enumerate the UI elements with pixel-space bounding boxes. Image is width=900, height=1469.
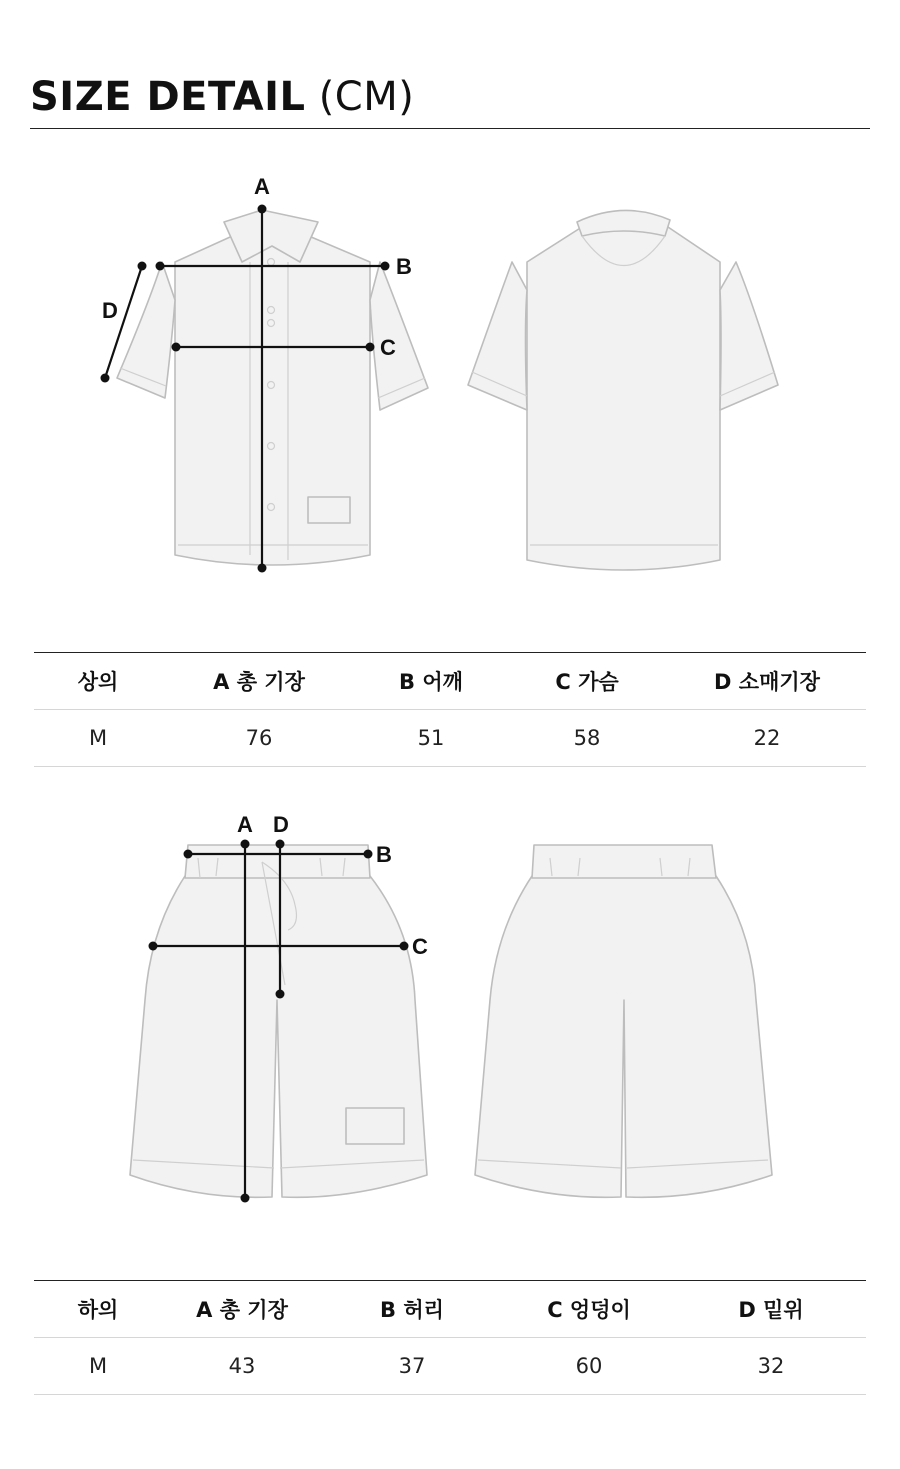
shorts-label-a: A — [237, 812, 253, 837]
table-header-cell: 상의 — [34, 653, 162, 710]
shorts-front-waistband — [185, 845, 370, 878]
shorts-label-c: C — [412, 934, 428, 959]
table-cell: 22 — [668, 710, 866, 767]
table-row — [34, 710, 866, 767]
table-cell: 51 — [356, 710, 506, 767]
table-cell: 58 — [506, 710, 668, 767]
shirt-front-body — [175, 228, 370, 565]
title-divider — [30, 128, 870, 129]
table-cell: 32 — [676, 1338, 866, 1395]
table-header-row — [34, 653, 866, 710]
table-cell: 37 — [322, 1338, 502, 1395]
shirt-label-b: B — [396, 254, 412, 279]
shirt-front-right-sleeve — [370, 262, 428, 410]
table-header-cell: 하의 — [34, 1281, 162, 1338]
shirt-back-right-sleeve — [720, 262, 778, 410]
shirt-size-table — [34, 652, 866, 767]
table-header-cell: B 어깨 — [356, 653, 506, 710]
table-header-cell: A 총 기장 — [162, 1281, 322, 1338]
page-title-unit: (CM) — [318, 74, 415, 120]
shorts-front-body — [130, 876, 427, 1197]
shorts-label-d: D — [273, 812, 289, 837]
table-header-cell: D 밑위 — [676, 1281, 866, 1338]
shorts-svg — [0, 800, 900, 1220]
page-title — [30, 70, 414, 124]
shirt-diagram — [0, 160, 900, 600]
table-cell: 76 — [162, 710, 356, 767]
table-row — [34, 1338, 866, 1395]
table-cell: M — [34, 1338, 162, 1395]
table-header-cell: B 허리 — [322, 1281, 502, 1338]
table-cell: 43 — [162, 1338, 322, 1395]
shirt-svg — [0, 160, 900, 600]
shirt-label-c: C — [380, 335, 396, 360]
table-header-cell: C 엉덩이 — [502, 1281, 676, 1338]
shorts-size-table — [34, 1280, 866, 1395]
shorts-label-b: B — [376, 842, 392, 867]
page-title-main: SIZE DETAIL — [30, 74, 306, 120]
table-header-row — [34, 1281, 866, 1338]
table-header-cell: D 소매기장 — [668, 653, 866, 710]
table-header-cell: A 총 기장 — [162, 653, 356, 710]
shorts-diagram — [0, 800, 900, 1220]
table-cell: 60 — [502, 1338, 676, 1395]
shirt-label-a: A — [254, 174, 270, 199]
table-header-cell: C 가슴 — [506, 653, 668, 710]
table-cell: M — [34, 710, 162, 767]
shirt-label-d: D — [102, 298, 118, 323]
shirt-back-body — [527, 225, 720, 570]
shirt-back-left-sleeve — [468, 262, 527, 410]
shorts-back-body — [475, 876, 772, 1197]
